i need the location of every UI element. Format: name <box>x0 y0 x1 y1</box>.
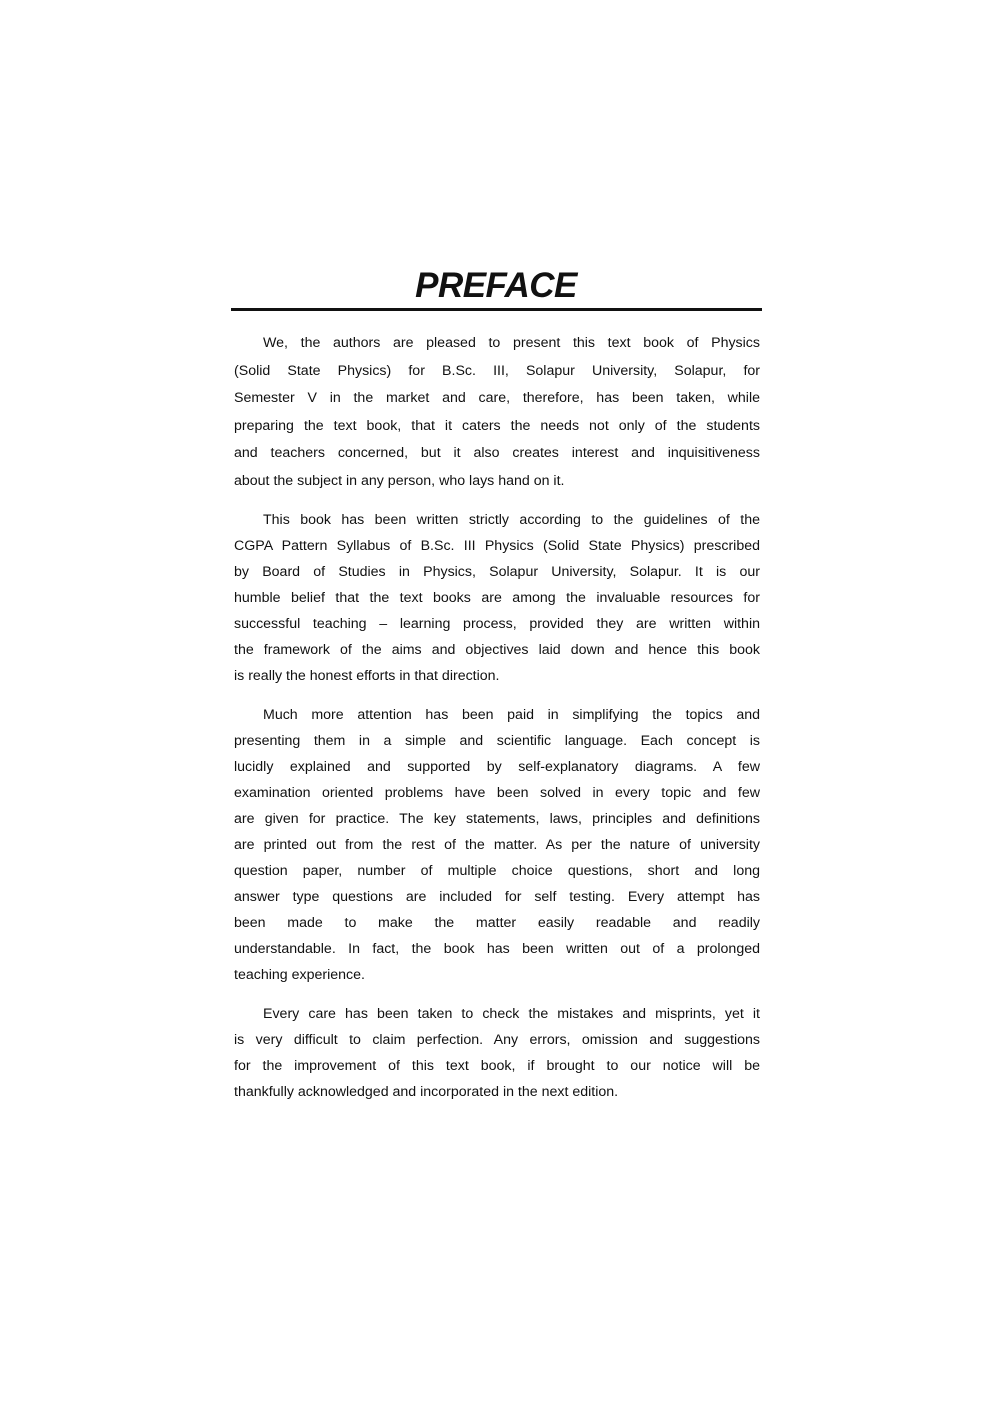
paragraph-3 <box>234 703 760 989</box>
text-line: Semester V in the market and care, therefore, has been taken, while <box>234 390 760 407</box>
text-line: We, the authors are pleased to present this text book of Physics <box>263 335 760 351</box>
text-line: successful teaching – learning process, provided they are written within <box>234 616 760 632</box>
text-line: answer type questions are included for self testing. Every attempt has <box>234 889 760 905</box>
text-line: been made to make the matter easily readable and readily <box>234 915 760 931</box>
text-line: preparing the text book, that it caters the needs not only of the students <box>234 417 760 434</box>
text-line: Much more attention has been paid in simplifying the topics and <box>263 707 760 723</box>
text-line: is really the honest efforts in that direction. <box>234 668 500 684</box>
paragraph-1 <box>234 331 760 497</box>
text-line: presenting them in a simple and scientific language. Each concept is <box>234 733 760 749</box>
text-line: about the subject in any person, who lays hand on it. <box>234 472 565 489</box>
title-underline <box>231 308 762 311</box>
text-line: Every care has been taken to check the mistakes and misprints, yet it <box>263 1006 760 1022</box>
paragraph-2 <box>234 508 760 690</box>
text-line: for the improvement of this text book, if brought to our notice will be <box>234 1058 760 1074</box>
text-line: the framework of the aims and objectives laid down and hence this book <box>234 642 760 658</box>
text-line: CGPA Pattern Syllabus of B.Sc. III Physics (Solid State Physics) prescribed <box>234 538 760 554</box>
text-line: examination oriented problems have been solved in every topic and few <box>234 785 760 801</box>
text-line: (Solid State Physics) for B.Sc. III, Solapur University, Solapur, for <box>234 362 760 379</box>
text-line: question paper, number of multiple choice questions, short and long <box>234 863 760 879</box>
text-line: by Board of Studies in Physics, Solapur University, Solapur. It is our <box>234 564 760 580</box>
text-line: are given for practice. The key statements, laws, principles and definitions <box>234 811 760 827</box>
text-line: understandable. In fact, the book has been written out of a prolonged <box>234 941 760 957</box>
page-title: PREFACE <box>415 266 577 305</box>
text-line: is very difficult to claim perfection. Any errors, omission and suggestions <box>234 1032 760 1048</box>
paragraph-4 <box>234 1002 760 1106</box>
text-line: teaching experience. <box>234 967 365 983</box>
text-line: humble belief that the text books are among the invaluable resources for <box>234 590 760 606</box>
text-line: and teachers concerned, but it also creates interest and inquisitiveness <box>234 445 760 462</box>
text-line: lucidly explained and supported by self-explanatory diagrams. A few <box>234 759 760 775</box>
text-line: thankfully acknowledged and incorporated in the next edition. <box>234 1084 619 1100</box>
text-line: This book has been written strictly according to the guidelines of the <box>263 512 760 528</box>
text-line: are printed out from the rest of the matter. As per the nature of university <box>234 837 760 853</box>
